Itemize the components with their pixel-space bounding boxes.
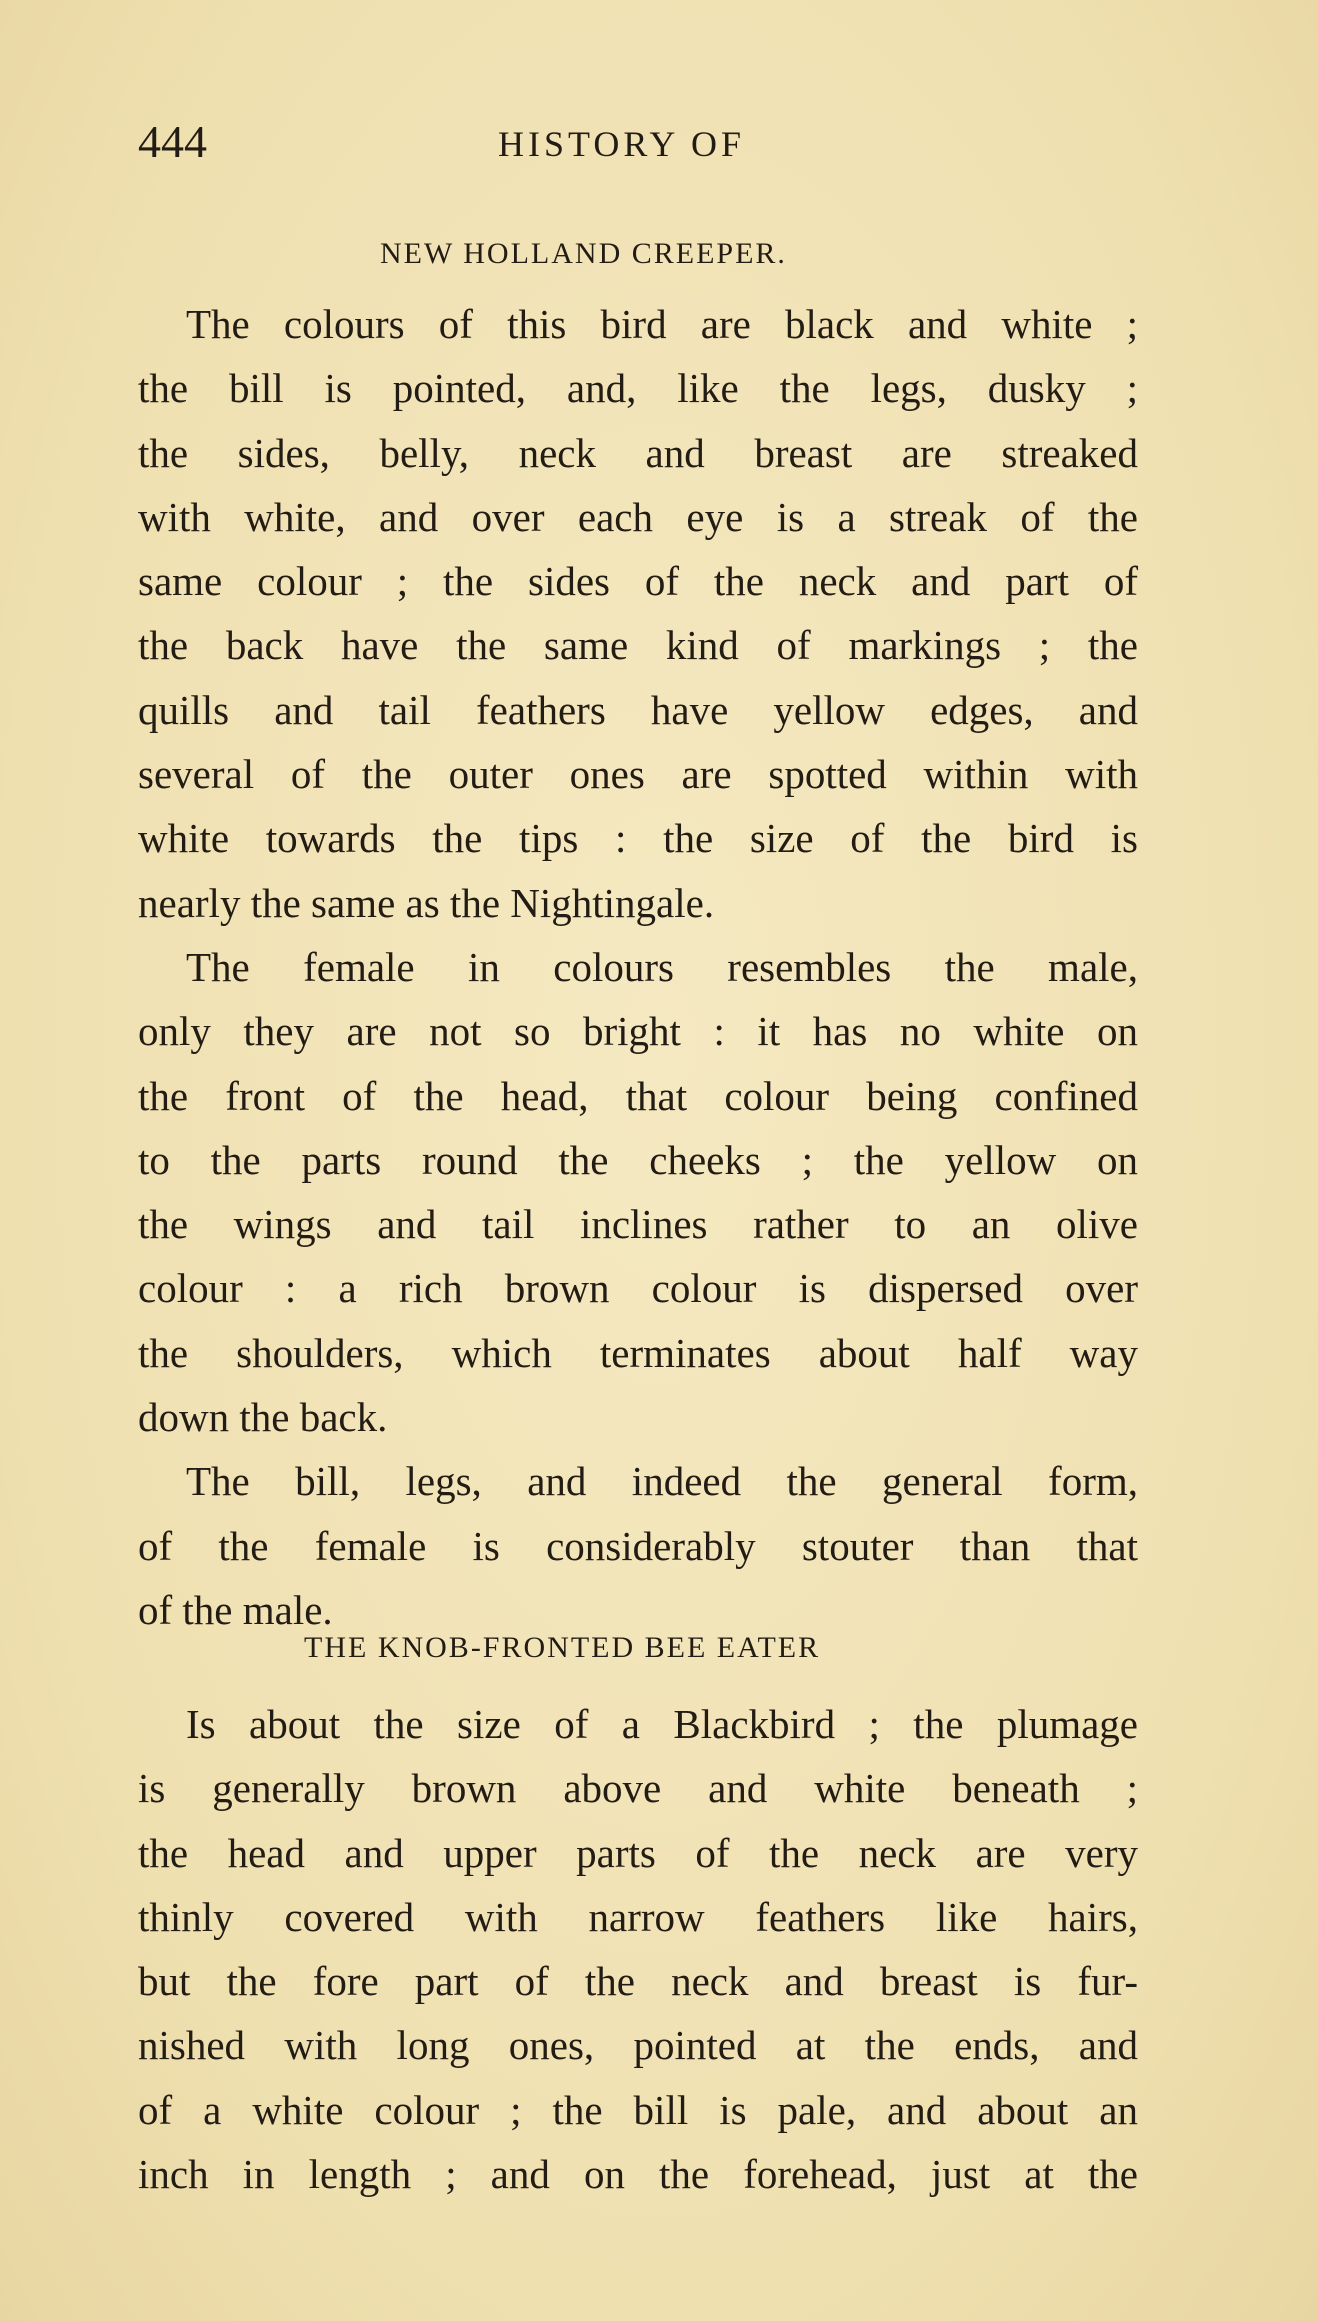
section-heading-knob-fronted-bee-eater: THE KNOB-FRONTED BEE EATER [304,1631,821,1664]
text-line: nearly the same as the Nightingale. [138,879,715,926]
text-line: The female in colours resembles the male, [186,943,1138,990]
text-line: several of the outer ones are spotted within with [138,751,1138,798]
text-line: the bill is pointed, and, like the legs, dusky ; [138,365,1138,412]
text-line: nished with long ones, pointed at the ends, and [138,2022,1138,2069]
section-body-new-holland-creeper [138,292,1138,1642]
text-line: The bill, legs, and indeed the general form, [186,1458,1138,1505]
section-body-knob-fronted-bee-eater [138,1692,1138,2206]
text-line: is generally brown above and white beneath ; [138,1765,1138,1812]
text-line: colour : a rich brown colour is dispersed over [138,1265,1138,1312]
text-line: but the fore part of the neck and breast is fur- [138,1958,1138,2005]
text-line: of the female is considerably stouter than that [138,1522,1138,1569]
page-number: 444 [138,116,207,167]
text-line: white towards the tips : the size of the bird is [138,815,1138,862]
text-line: the shoulders, which terminates about half way [138,1329,1138,1376]
text-line: to the parts round the cheeks ; the yellow on [138,1136,1138,1183]
text-line: quills and tail feathers have yellow edges, and [138,686,1138,733]
text-line: only they are not so bright : it has no white on [138,1008,1138,1055]
section-heading-new-holland-creeper: NEW HOLLAND CREEPER. [380,237,787,270]
text-line: the sides, belly, neck and breast are streaked [138,429,1138,476]
text-line: the wings and tail inclines rather to an olive [138,1201,1138,1248]
running-title: HISTORY OF [498,124,746,164]
text-line: Is about the size of a Blackbird ; the plumage [186,1701,1138,1747]
text-line: same colour ; the sides of the neck and part of [138,558,1138,605]
text-line: with white, and over each eye is a streak of the [138,493,1138,540]
text-line: The colours of this bird are black and white ; [186,301,1138,347]
text-line: the head and upper parts of the neck are very [138,1829,1138,1876]
text-line: the front of the head, that colour being confined [138,1072,1138,1119]
running-head [138,112,1138,172]
text-line: of the male. [138,1586,333,1633]
text-line: thinly covered with narrow feathers like hairs, [138,1893,1138,1940]
text-line: the back have the same kind of markings ; the [138,622,1138,669]
text-line: of a white colour ; the bill is pale, and about an [138,2086,1138,2133]
text-line: inch in length ; and on the forehead, just at the [138,2151,1138,2198]
text-line: down the back. [138,1394,388,1441]
